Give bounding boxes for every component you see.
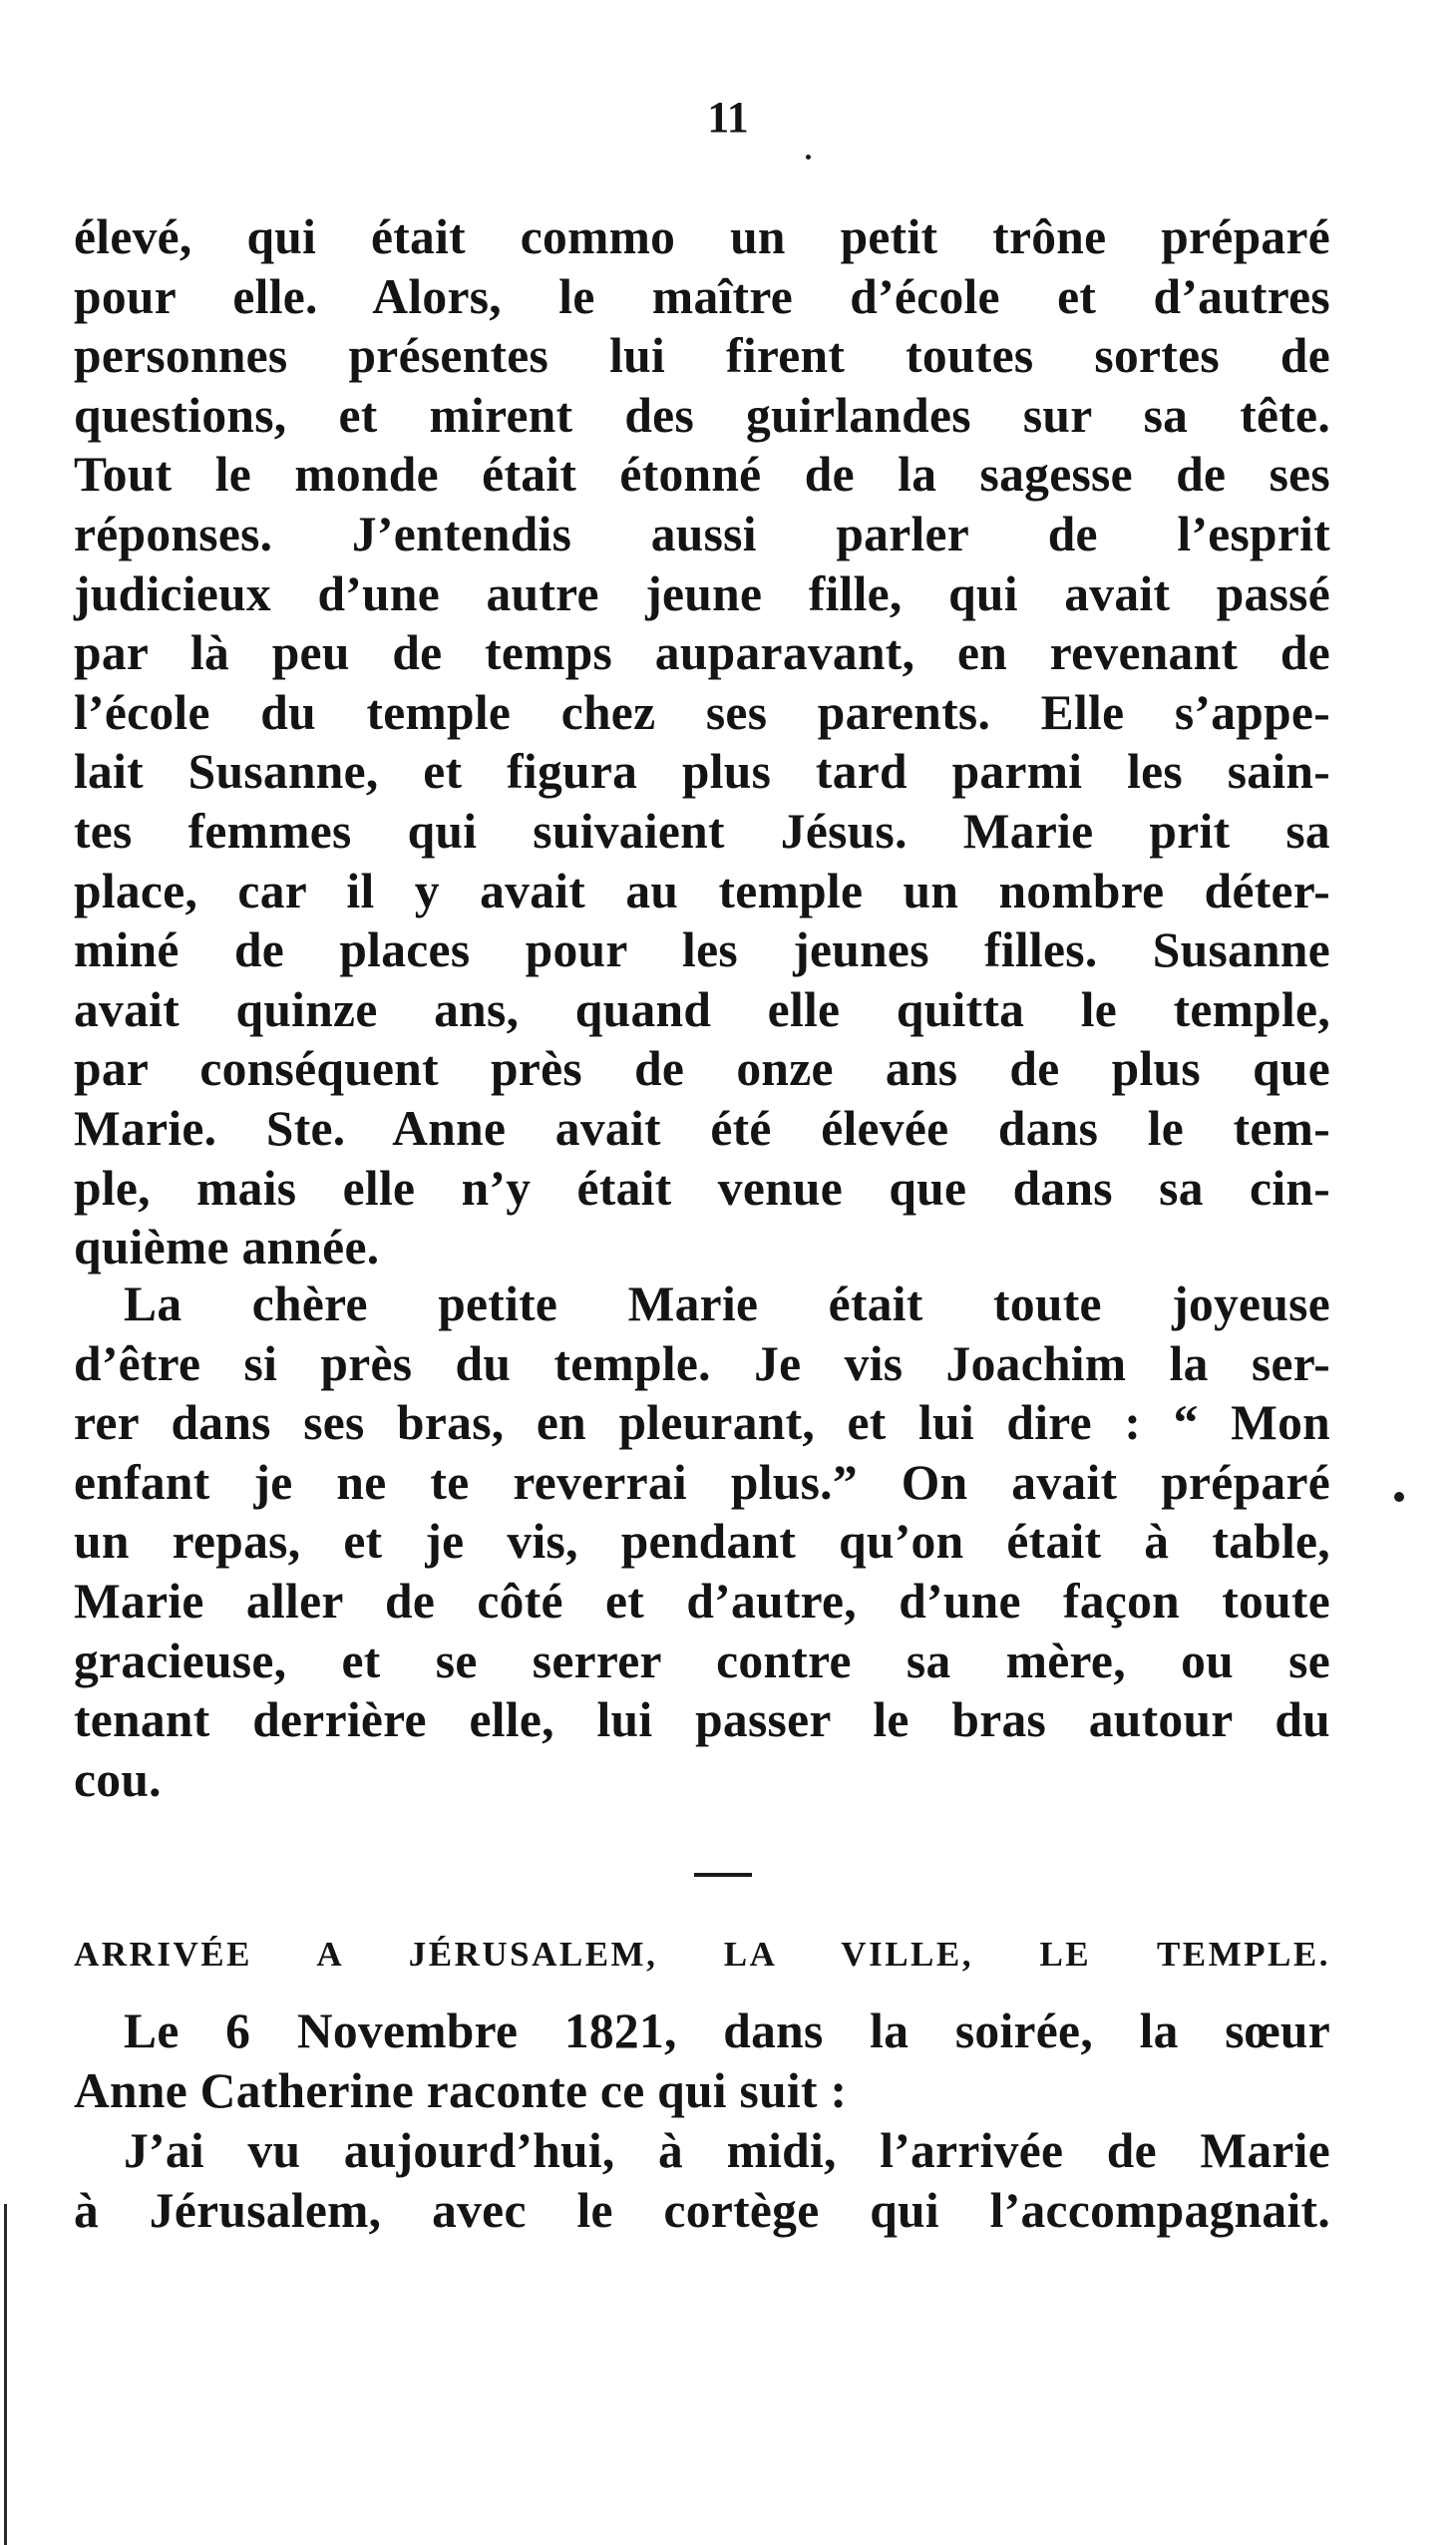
text-line: d’être si près du temple. Je vis Joachim la ser- bbox=[74, 1335, 1330, 1391]
section-divider bbox=[694, 1873, 752, 1877]
text-line: judicieux d’une autre jeune fille, qui avait passé bbox=[74, 565, 1330, 621]
text-line: J’ai vu aujourd’hui, à midi, l’arrivée de Marie bbox=[124, 2123, 1330, 2178]
section-heading: ARRIVÉE A JÉRUSALEM, LA VILLE, LE TEMPLE. bbox=[74, 1935, 1330, 1974]
text-line: élevé, qui était commo un petit trône préparé bbox=[74, 209, 1330, 264]
text-line: place, car il y avait au temple un nombre déter- bbox=[74, 863, 1330, 918]
text-line: enfant je ne te reverrai plus.” On avait préparé bbox=[74, 1454, 1330, 1510]
text-line: Marie. Ste. Anne avait été élevée dans le tem- bbox=[74, 1100, 1330, 1156]
text-line: ple, mais elle n’y était venue que dans sa cin- bbox=[74, 1160, 1330, 1216]
text-line: un repas, et je vis, pendant qu’on était à table, bbox=[74, 1514, 1330, 1570]
text-line: tes femmes qui suivaient Jésus. Marie prit sa bbox=[74, 803, 1330, 859]
text-line: Tout le monde était étonné de la sagesse de ses bbox=[74, 447, 1330, 503]
text-line: réponses. J’entendis aussi parler de l’esprit bbox=[74, 506, 1330, 561]
text-line: lait Susanne, et figura plus tard parmi les sain- bbox=[74, 744, 1330, 800]
text-line: quième année. bbox=[74, 1220, 380, 1275]
text-line: à Jérusalem, avec le cortège qui l’accompagnait. bbox=[74, 2182, 1330, 2238]
paragraph bbox=[74, 2121, 1330, 2240]
margin-mark bbox=[1394, 1492, 1404, 1502]
text-line: Anne Catherine raconte ce qui suit : bbox=[74, 2062, 848, 2118]
paragraph bbox=[74, 2001, 1330, 2120]
text-line: Le 6 Novembre 1821, dans la soirée, la sœur bbox=[124, 2003, 1330, 2058]
text-line: tenant derrière elle, lui passer le bras autour du bbox=[74, 1692, 1330, 1748]
text-line: par là peu de temps auparavant, en revenant de bbox=[74, 625, 1330, 681]
text-line: miné de places pour les jeunes filles. Susanne bbox=[74, 922, 1330, 978]
scan-edge-line bbox=[4, 2204, 7, 2545]
text-line: l’école du temple chez ses parents. Elle s’appe- bbox=[74, 684, 1330, 740]
paragraph-continued bbox=[74, 207, 1330, 1277]
text-line: par conséquent près de onze ans de plus que bbox=[74, 1041, 1330, 1097]
text-line: questions, et mirent des guirlandes sur sa tête. bbox=[74, 387, 1330, 443]
text-line: gracieuse, et se serrer contre sa mère, ou se bbox=[74, 1633, 1330, 1688]
text-line: Marie aller de côté et d’autre, d’une façon toute bbox=[74, 1573, 1330, 1629]
page-number: 11 bbox=[707, 93, 749, 142]
paragraph bbox=[74, 1274, 1330, 1809]
text-line: La chère petite Marie était toute joyeuse bbox=[124, 1276, 1330, 1331]
margin-mark bbox=[806, 155, 811, 160]
text-line: cou. bbox=[74, 1751, 162, 1807]
text-line: personnes présentes lui firent toutes sortes de bbox=[74, 328, 1330, 384]
text-line: pour elle. Alors, le maître d’école et d’autres bbox=[74, 268, 1330, 324]
text-line: rer dans ses bras, en pleurant, et lui dire : “ Mon bbox=[74, 1395, 1330, 1451]
text-line: avait quinze ans, quand elle quitta le temple, bbox=[74, 981, 1330, 1037]
